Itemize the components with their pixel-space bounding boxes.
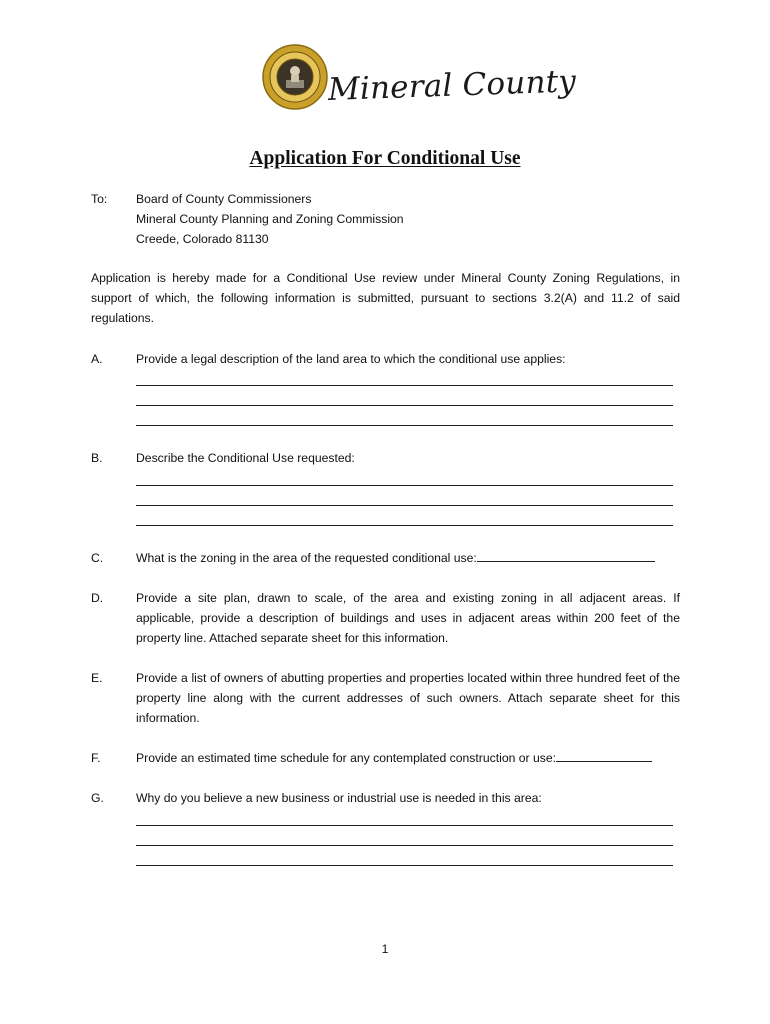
item-text: Provide a legal description of the land area to which the conditional use applies: <box>136 352 566 366</box>
county-wordmark: Mineral County <box>327 63 577 108</box>
address-line: Creede, Colorado 81130 <box>136 232 269 246</box>
zoning-answer-blank[interactable] <box>477 548 655 562</box>
answer-line[interactable] <box>136 865 673 866</box>
answer-line[interactable] <box>136 505 673 506</box>
answer-line[interactable] <box>136 825 673 826</box>
item-letter: C. <box>91 551 104 565</box>
answer-line[interactable] <box>136 525 673 526</box>
page-title: Application For Conditional Use <box>249 148 521 169</box>
mineral-county-logo <box>262 44 577 134</box>
answer-line[interactable] <box>136 485 673 486</box>
address-line: Mineral County Planning and Zoning Commission <box>136 212 404 226</box>
item-text: Why do you believe a new business or industrial use is needed in this area: <box>136 791 542 805</box>
item-letter: F. <box>91 751 101 765</box>
to-label: To: <box>91 192 108 206</box>
item-text: Provide a list of owners of abutting properties and properties located within three hundred feet of the property line along with the current addresses of such owners. Attach separate sheet for this information. <box>136 671 680 725</box>
answer-line[interactable] <box>136 425 673 426</box>
answer-line[interactable] <box>136 385 673 386</box>
address-line: Board of County Commissioners <box>136 192 312 206</box>
item-letter: E. <box>91 671 103 685</box>
answer-line[interactable] <box>136 405 673 406</box>
item-letter: D. <box>91 591 104 605</box>
item-row <box>136 548 680 568</box>
item-letter: G. <box>91 791 104 805</box>
item-text: Describe the Conditional Use requested: <box>136 451 355 465</box>
answer-line[interactable] <box>136 845 673 846</box>
item-letter: B. <box>91 451 103 465</box>
item-row <box>136 748 680 768</box>
item-letter: A. <box>91 352 103 366</box>
item-text: Provide a site plan, drawn to scale, of the area and existing zoning in all adjacent areas. If applicable, provide a description of buildings and uses in adjacent areas within 200 feet of the property line. Attached separate sheet for this information. <box>136 591 680 645</box>
county-seal-icon <box>262 44 328 110</box>
item-text: What is the zoning in the area of the requested conditional use: <box>136 551 477 565</box>
schedule-answer-blank[interactable] <box>556 748 652 762</box>
item-text: Provide an estimated time schedule for any contemplated construction or use: <box>136 751 557 765</box>
intro-paragraph: Application is hereby made for a Conditional Use review under Mineral County Zoning Regulations, in support of which, the following information is submitted, pursuant to sections 3.2(A) and 11.2 of said regulations. <box>91 271 680 325</box>
page-number: 1 <box>381 942 389 956</box>
